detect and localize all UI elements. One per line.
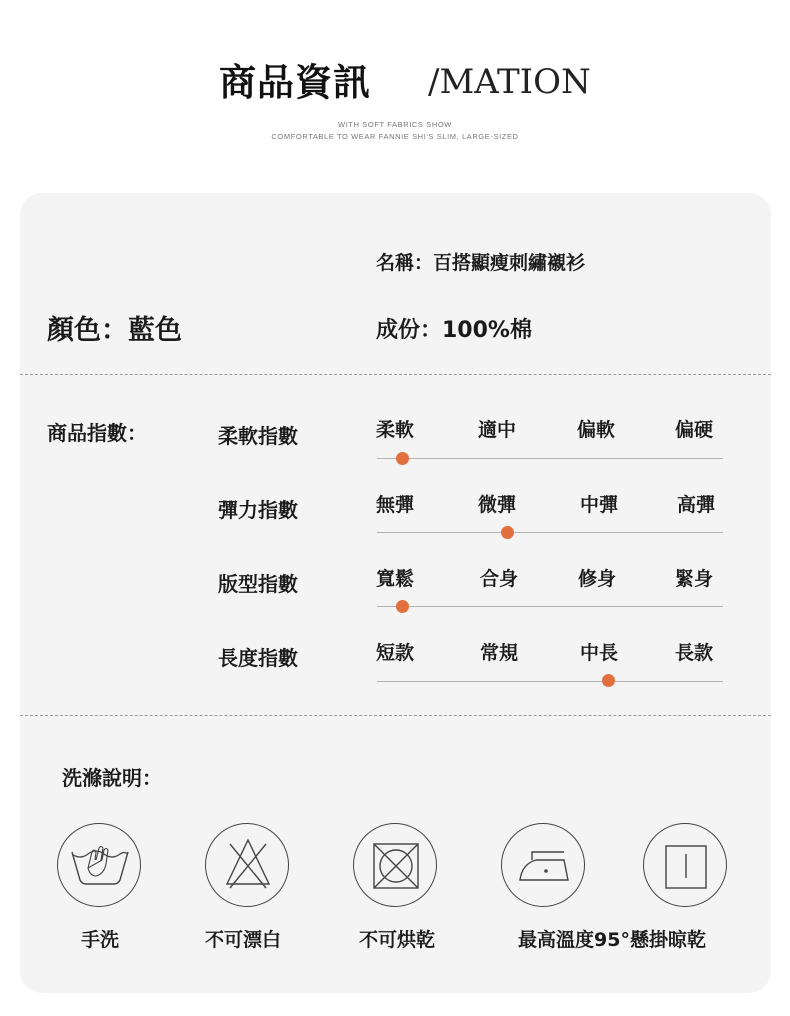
page-header xyxy=(0,0,790,160)
subtitle-line-1: WITH SOFT FABRICS SHOW xyxy=(338,120,452,129)
index-option: 偏軟 xyxy=(577,419,616,441)
wash-label: 不可漂白 xyxy=(205,929,282,951)
index-option: 微彈 xyxy=(478,494,517,516)
index-track xyxy=(377,458,723,459)
index-option: 緊身 xyxy=(675,568,714,590)
no-bleach-icon xyxy=(205,823,289,907)
page-title: 商品資訊 xyxy=(219,61,371,104)
index-option: 修身 xyxy=(578,568,617,590)
hand-wash-icon xyxy=(57,823,141,907)
index-label: 長度指數 xyxy=(218,646,298,670)
wash-label: 手洗 xyxy=(81,929,120,951)
index-label: 柔軟指數 xyxy=(218,424,298,448)
index-option: 短款 xyxy=(376,642,415,664)
index-option: 中彈 xyxy=(580,494,619,516)
index-track xyxy=(377,606,723,607)
product-info-card xyxy=(20,193,771,993)
wash-label: 不可烘乾 xyxy=(359,929,436,951)
wash-label: 最高溫度95° xyxy=(518,929,630,951)
index-marker xyxy=(501,526,514,539)
divider xyxy=(20,715,771,716)
wash-label: 懸掛晾乾 xyxy=(629,929,706,951)
index-label: 彈力指數 xyxy=(218,498,298,522)
index-option: 高彈 xyxy=(677,494,716,516)
index-option: 適中 xyxy=(478,419,517,441)
product-color: 顏色：藍色 xyxy=(47,315,182,346)
divider xyxy=(20,374,771,375)
subtitle-line-2: COMFORTABLE TO WEAR FANNIE SHI'S SLIM, LARGE-SIZED xyxy=(271,132,519,141)
index-track xyxy=(377,681,723,682)
index-option: 合身 xyxy=(480,568,519,590)
index-option: 常規 xyxy=(480,642,519,664)
no-tumble-dry-icon xyxy=(353,823,437,907)
index-track xyxy=(377,532,723,533)
iron-low-temp-icon xyxy=(501,823,585,907)
index-option: 長款 xyxy=(675,642,714,664)
index-option: 偏硬 xyxy=(675,419,714,441)
index-label: 版型指數 xyxy=(218,572,298,596)
index-option: 寬鬆 xyxy=(376,568,415,590)
index-option: 無彈 xyxy=(376,494,415,516)
index-option: 柔軟 xyxy=(376,419,415,441)
index-section-title: 商品指數： xyxy=(47,421,147,445)
index-marker xyxy=(396,452,409,465)
page-title-english: /MATION xyxy=(428,62,591,102)
line-dry-icon xyxy=(643,823,727,907)
index-marker xyxy=(602,674,615,687)
index-option: 中長 xyxy=(580,642,619,664)
wash-section-title: 洗滌說明： xyxy=(62,766,162,790)
product-composition: 成份：100%棉 xyxy=(376,318,532,343)
index-marker xyxy=(396,600,409,613)
product-name: 名稱：百搭顯瘦刺繡襯衫 xyxy=(376,252,586,274)
wash-label-combined xyxy=(518,925,706,952)
